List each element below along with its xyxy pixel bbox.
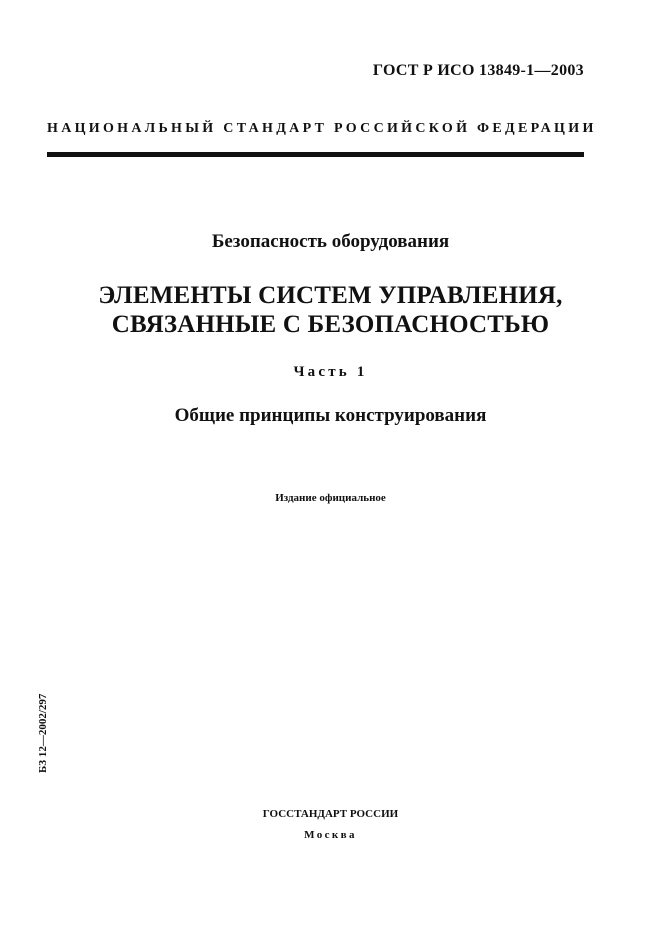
part-title: Общие принципы конструирования: [174, 405, 487, 426]
publisher: ГОССТАНДАРТ РОССИИ: [262, 808, 399, 820]
main-title: [0, 281, 661, 339]
publication-city: Москва: [304, 829, 357, 841]
edition-note: Издание официальное: [275, 492, 386, 504]
subject-title: Безопасность оборудования: [211, 231, 450, 252]
standard-designation: ГОСТ Р ИСО 13849-1—2003: [372, 62, 584, 79]
header-rule: [47, 152, 584, 157]
part-number: Часть 1: [293, 364, 368, 380]
main-title-line-2: СВЯЗАННЫЕ С БЕЗОПАСНОСТЬЮ: [111, 311, 550, 338]
main-title-line-1: ЭЛЕМЕНТЫ СИСТЕМ УПРАВЛЕНИЯ,: [98, 282, 563, 309]
side-registration-code: БЗ 12—2002/297: [37, 693, 49, 773]
national-standard-heading: НАЦИОНАЛЬНЫЙ СТАНДАРТ РОССИЙСКОЙ ФЕДЕРАЦИИ: [47, 121, 597, 136]
